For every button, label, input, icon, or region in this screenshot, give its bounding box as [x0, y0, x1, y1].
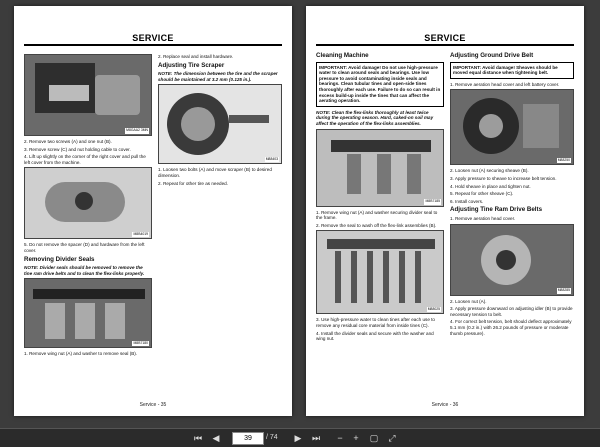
section-title: Adjusting Ground Drive Belt [450, 52, 534, 59]
viewer-toolbar [0, 428, 600, 447]
note-text: NOTE: Divider seals should be removed to remove the tine ram drive belts and to clean the flex-links properly. [24, 265, 145, 276]
zoom-out-icon[interactable]: − [337, 433, 343, 443]
page-footer: Service - 36 [431, 402, 459, 408]
section-title: Removing Divider Seals [24, 255, 95, 263]
header-title: SERVICE [132, 33, 174, 43]
step-text: 5. Repeat for other sheave (C). [450, 191, 514, 197]
step-text: 1. Remove aeration head cover. [450, 215, 516, 221]
step-text: 4. Install the divider seals and secure with the washer and wing nut. [316, 330, 434, 342]
step-text: 4. Hold sheave in place and tighten nut. [450, 183, 531, 189]
header-title: SERVICE [424, 33, 466, 43]
figure-machine-cover [24, 54, 152, 136]
step-text: 4. For correct belt tension, belt should deflect approximately 5.1 mm (0.2 in.) with 26.2 pounds of pressure or moderate thumb pressure). [450, 319, 572, 336]
right-column [450, 50, 574, 338]
figure-tines [316, 230, 444, 314]
figure-tine-ram-belt [450, 224, 574, 296]
first-page-icon[interactable]: ⏮ [193, 433, 203, 443]
figure-divider-frame [316, 129, 444, 207]
page-footer: Service - 35 [139, 402, 167, 408]
figure-caption: M88403 [265, 156, 278, 161]
figure-caption: M88285 [557, 287, 570, 292]
step-text: 3. Remove screw (C) and nut holding cable to cover. [24, 146, 131, 152]
section-title: Adjusting Tire Scraper [158, 61, 225, 69]
note-text: NOTE: The dimension between the tire and the scraper should be maintained at 3.2 mm (0.125 in.). [158, 71, 278, 82]
step-text: 3. Use high-pressure water to clean tines after each use to remove any residual core material from inside tines (C). [316, 317, 435, 328]
next-page-icon[interactable]: ▶ [294, 433, 302, 443]
left-column [316, 50, 444, 344]
zoom-in-icon[interactable]: + [353, 433, 359, 443]
step-text: 1. Remove wing nut (A) and washer to remove seal (B). [24, 351, 138, 357]
page-right [306, 6, 584, 416]
step-text: 2. Repeat for other tire as needed. [158, 180, 228, 186]
note-text: NOTE: Clean the flex-links thoroughly at least twice during the operating season. Hard, caked-on soil may affect the operation of the flex-links assemblies. [316, 109, 434, 126]
page-number-input[interactable]: 39 [232, 432, 264, 445]
figure-divider-seal [24, 278, 152, 348]
step-text: 2. Loosen nut (A) securing sheave (B). [450, 168, 529, 174]
figure-tire-scraper [158, 84, 282, 164]
fullscreen-icon[interactable]: ⤢ [388, 433, 396, 443]
step-text: 6. Install covers. [450, 198, 484, 204]
figure-spacer [24, 167, 152, 239]
figure-ground-belt [450, 89, 574, 165]
step-text: 1. Remove wing nut (A) and washer securing divider seal to the frame. [316, 209, 438, 221]
left-column [24, 54, 152, 359]
right-column [158, 54, 282, 188]
section-title: Cleaning Machine [316, 52, 369, 59]
page-header [24, 30, 282, 46]
figure-caption: M8B7185 [425, 198, 440, 203]
page-left [14, 6, 292, 416]
figure-caption: M8GAA2 3MN [126, 128, 148, 133]
page-header [316, 30, 574, 46]
step-text: 4. Lift up slightly on the corner of the right cover and pull the left cover from the machine. [24, 154, 146, 165]
figure-caption: M88250 [557, 157, 570, 162]
important-box: IMPORTANT: Avoid damage! Sheaves should be moved equal distance when tightening belt. [450, 62, 574, 79]
step-text: 1. Loosen two bolts (A) and move scraper (B) to desired dimension. [158, 167, 272, 178]
figure-caption: M8B7180 [133, 340, 148, 345]
total-pages: / 74 [266, 434, 278, 441]
step-text: 3. Apply pressure downward on adjusting idler (B) to provide necessary tension to belt. [450, 306, 573, 317]
step-text: 5. Do not remove the spacer (D) and hardware from the left cover. [24, 242, 145, 253]
figure-caption: M88025 [427, 306, 440, 311]
step-text: 2. Remove the seal to wash off the flex-link assemblies (B). [316, 222, 437, 228]
figure-caption: M8B4019 [133, 231, 148, 236]
last-page-icon[interactable]: ⏭ [311, 433, 321, 443]
step-text: 2. Remove two screws (A) and one nut (B). [24, 139, 112, 144]
step-text: 1. Remove aeration head cover and left battery cover. [450, 81, 560, 87]
step-text: 2. Replace seal and install hardware. [158, 54, 234, 59]
fit-page-icon[interactable]: ▢ [369, 433, 379, 443]
step-text: 3. Apply pressure to sheave to increase belt tension. [450, 175, 557, 181]
step-text: 2. Loosen nut (A). [450, 298, 487, 304]
important-box: IMPORTANT: Avoid damage! Do not use high-pressure water to clean around seals and bearings. Use low pressure to avoid contaminating inside seals and bearings. Clean tubular tines and open-side tines thoroughly after each use. Failure to do so can result in excess build-up inside the tines that can affect the aerating operation. [316, 62, 444, 107]
prev-page-icon[interactable]: ◀ [212, 433, 220, 443]
section-title: Adjusting Tine Ram Drive Belts [450, 206, 543, 214]
